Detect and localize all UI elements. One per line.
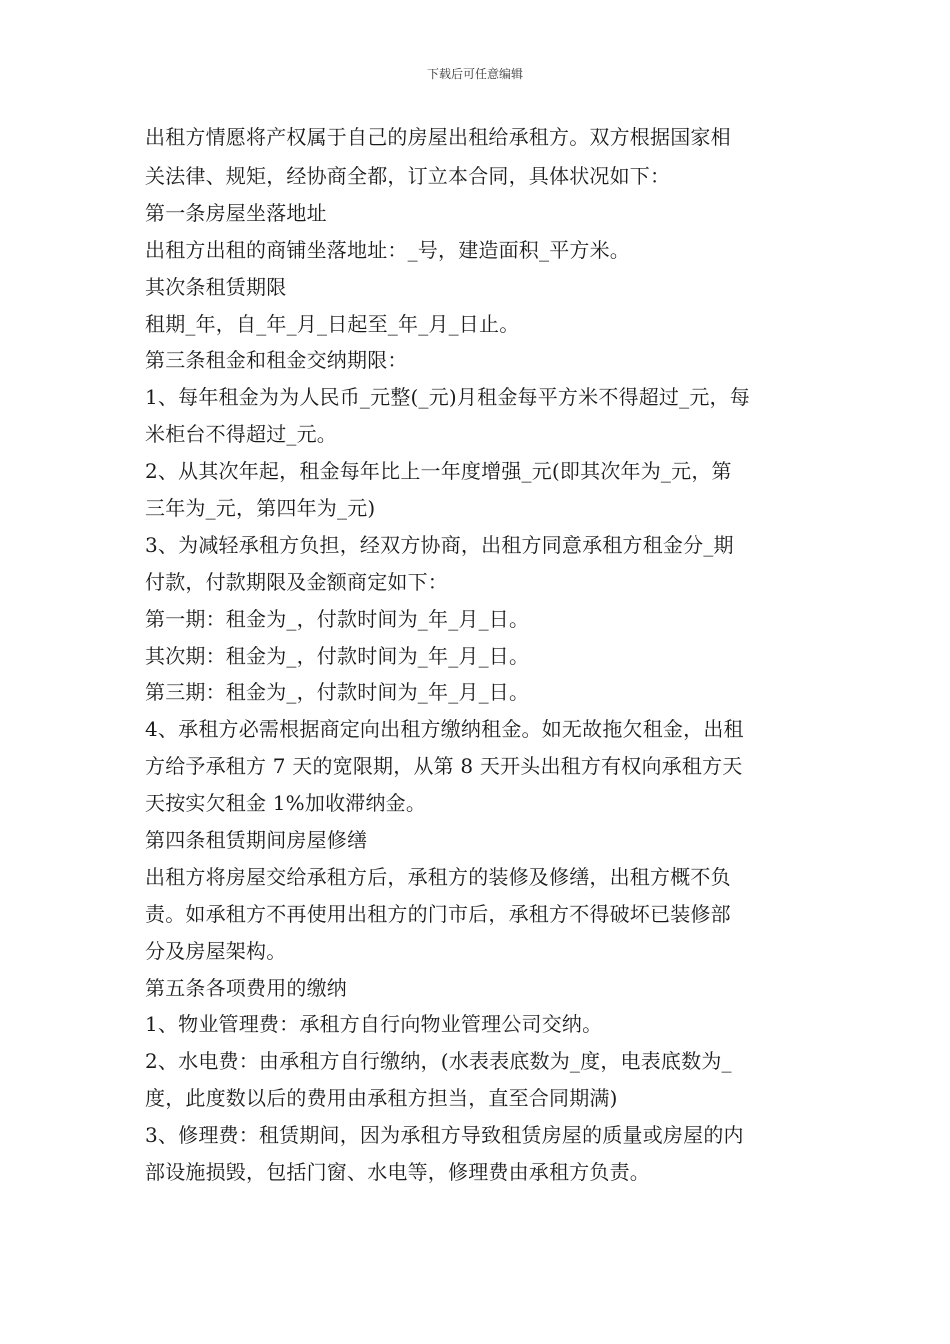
paragraph-line: 出租方情愿将产权属于自己的房屋出租给承租方。双方根据国家相 [145,125,731,149]
list-item: 2、水电费：由承租方自行缴纳，(水表表底数为_度，电表底数为_ [145,1049,732,1074]
list-item: 3、为减轻承租方负担，经双方协商，出租方同意承租方租金分_期 [145,532,734,557]
section-heading: 其次条租赁期限 [145,274,287,299]
list-item: 1、每年租金为为人民币_元整(_元)月租金每平方米不得超过_元，每 [145,385,750,410]
paragraph-line: 天按实欠租金 1%加收滞纳金。 [145,791,427,816]
page-header: 下载后可任意编辑 [426,67,523,81]
paragraph-line: 责。如承租方不再使用出租方的门市后，承租方不得破坏已装修部 [145,901,731,926]
paragraph-line: 部设施损毁，包括门窗、水电等，修理费由承租方负责。 [145,1160,650,1185]
paragraph-line: 方给予承租方 7 天的宽限期，从第 8 天开头出租方有权向承租方天 [145,754,743,779]
paragraph-line: 分及房屋架构。 [145,938,287,963]
paragraph-line: 其次期：租金为_，付款时间为_年_月_日。 [145,643,530,668]
paragraph-line: 关法律、规矩，经协商全都，订立本合同，具体状况如下： [145,164,671,188]
list-item: 3、修理费：租赁期间，因为承租方导致租赁房屋的质量或房屋的内 [145,1123,744,1148]
section-heading: 第五条各项费用的缴纳 [145,975,347,1000]
list-item: 1、物业管理费：承租方自行向物业管理公司交纳。 [145,1012,603,1037]
section-heading: 第三条租金和租金交纳期限： [145,348,408,373]
list-item: 4、承租方必需根据商定向出租方缴纳租金。如无故拖欠租金，出租 [145,717,744,742]
section-heading: 第一条房屋坐落地址 [145,200,327,225]
section-heading: 第四条租赁期间房屋修缮 [145,828,368,853]
paragraph-line: 第一期：租金为_，付款时间为_年_月_日。 [145,606,530,631]
paragraph-line: 付款，付款期限及金额商定如下： [145,569,448,594]
paragraph-line: 三年为_元，第四年为_元) [145,496,376,521]
paragraph-line: 出租方将房屋交给承租方后，承租方的装修及修缮，出租方概不负 [145,864,731,889]
list-item: 2、从其次年起，租金每年比上一年度增强_元(即其次年为_元，第 [145,459,732,484]
document-body [145,116,810,1191]
paragraph-line: 租期_年，自_年_月_日起至_年_月_日止。 [145,311,520,336]
paragraph-line: 出租方出租的商铺坐落地址：_号，建造面积_平方米。 [145,237,630,262]
paragraph-line: 第三期：租金为_，付款时间为_年_月_日。 [145,680,530,705]
paragraph-line: 米柜台不得超过_元。 [145,422,337,447]
paragraph-line: 度，此度数以后的费用由承租方担当，直至合同期满) [145,1086,618,1111]
